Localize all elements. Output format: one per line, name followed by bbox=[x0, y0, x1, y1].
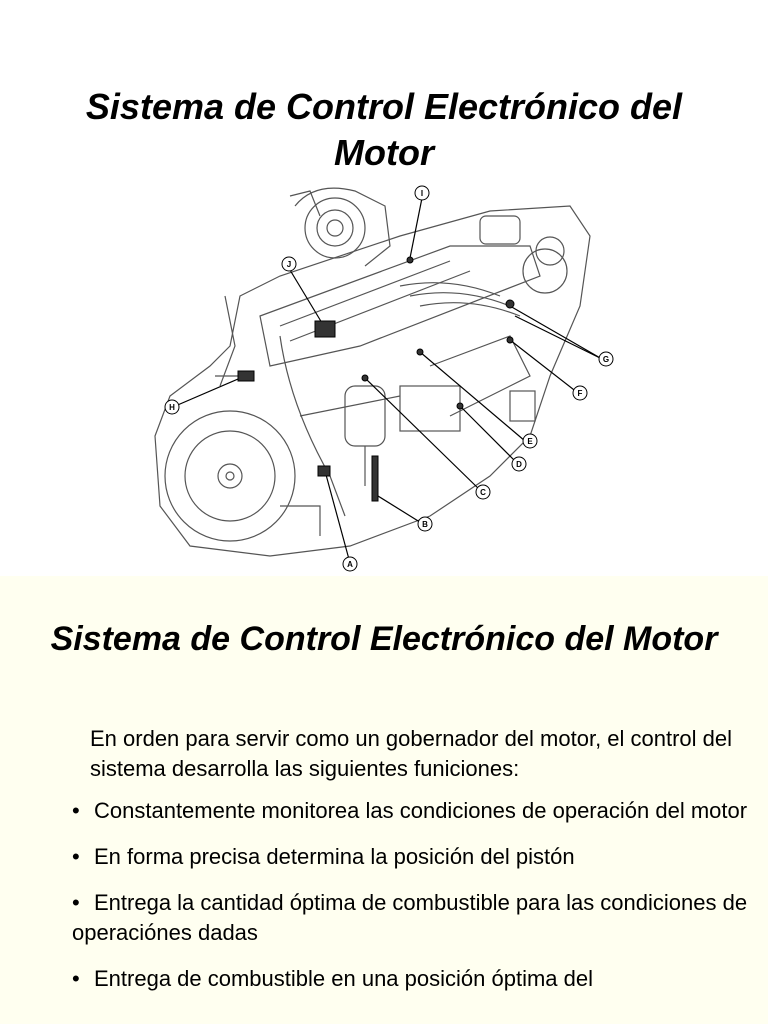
callout-label: F bbox=[577, 389, 583, 398]
list-item: • En forma precisa determina la posición del pistón bbox=[72, 842, 762, 872]
callout-label: B bbox=[422, 520, 428, 529]
bullet-icon: • bbox=[72, 798, 80, 823]
list-item: • Entrega de combustible en una posición óptima del bbox=[72, 964, 762, 994]
callout-label: E bbox=[527, 437, 533, 446]
intro-paragraph: En orden para servir como un gobernador del motor, el control del sistema desarrolla las siguientes funiciones: bbox=[90, 726, 733, 781]
bullet-icon: • bbox=[72, 966, 80, 991]
callout-label: D bbox=[516, 460, 522, 469]
bullet-icon: • bbox=[72, 844, 80, 869]
slide-title: Sistema de Control Electrónico del Motor bbox=[85, 86, 683, 173]
engine-diagram bbox=[150, 176, 610, 576]
bullet-icon: • bbox=[72, 890, 80, 915]
callout-label: J bbox=[286, 260, 292, 269]
callout-label: C bbox=[480, 488, 486, 497]
list-item: • Entrega la cantidad óptima de combustible para las condiciones de operaciónes dadas bbox=[72, 890, 748, 945]
slide-title-2: Sistema de Control Electrónico del Motor bbox=[50, 620, 718, 658]
callout-label: H bbox=[169, 403, 175, 412]
callout-label: A bbox=[347, 560, 353, 569]
function-list bbox=[72, 796, 762, 1010]
list-item: • Constantemente monitorea las condiciones de operación del motor bbox=[72, 796, 762, 826]
callout-label: I bbox=[420, 189, 424, 198]
callout-label: G bbox=[602, 355, 610, 364]
